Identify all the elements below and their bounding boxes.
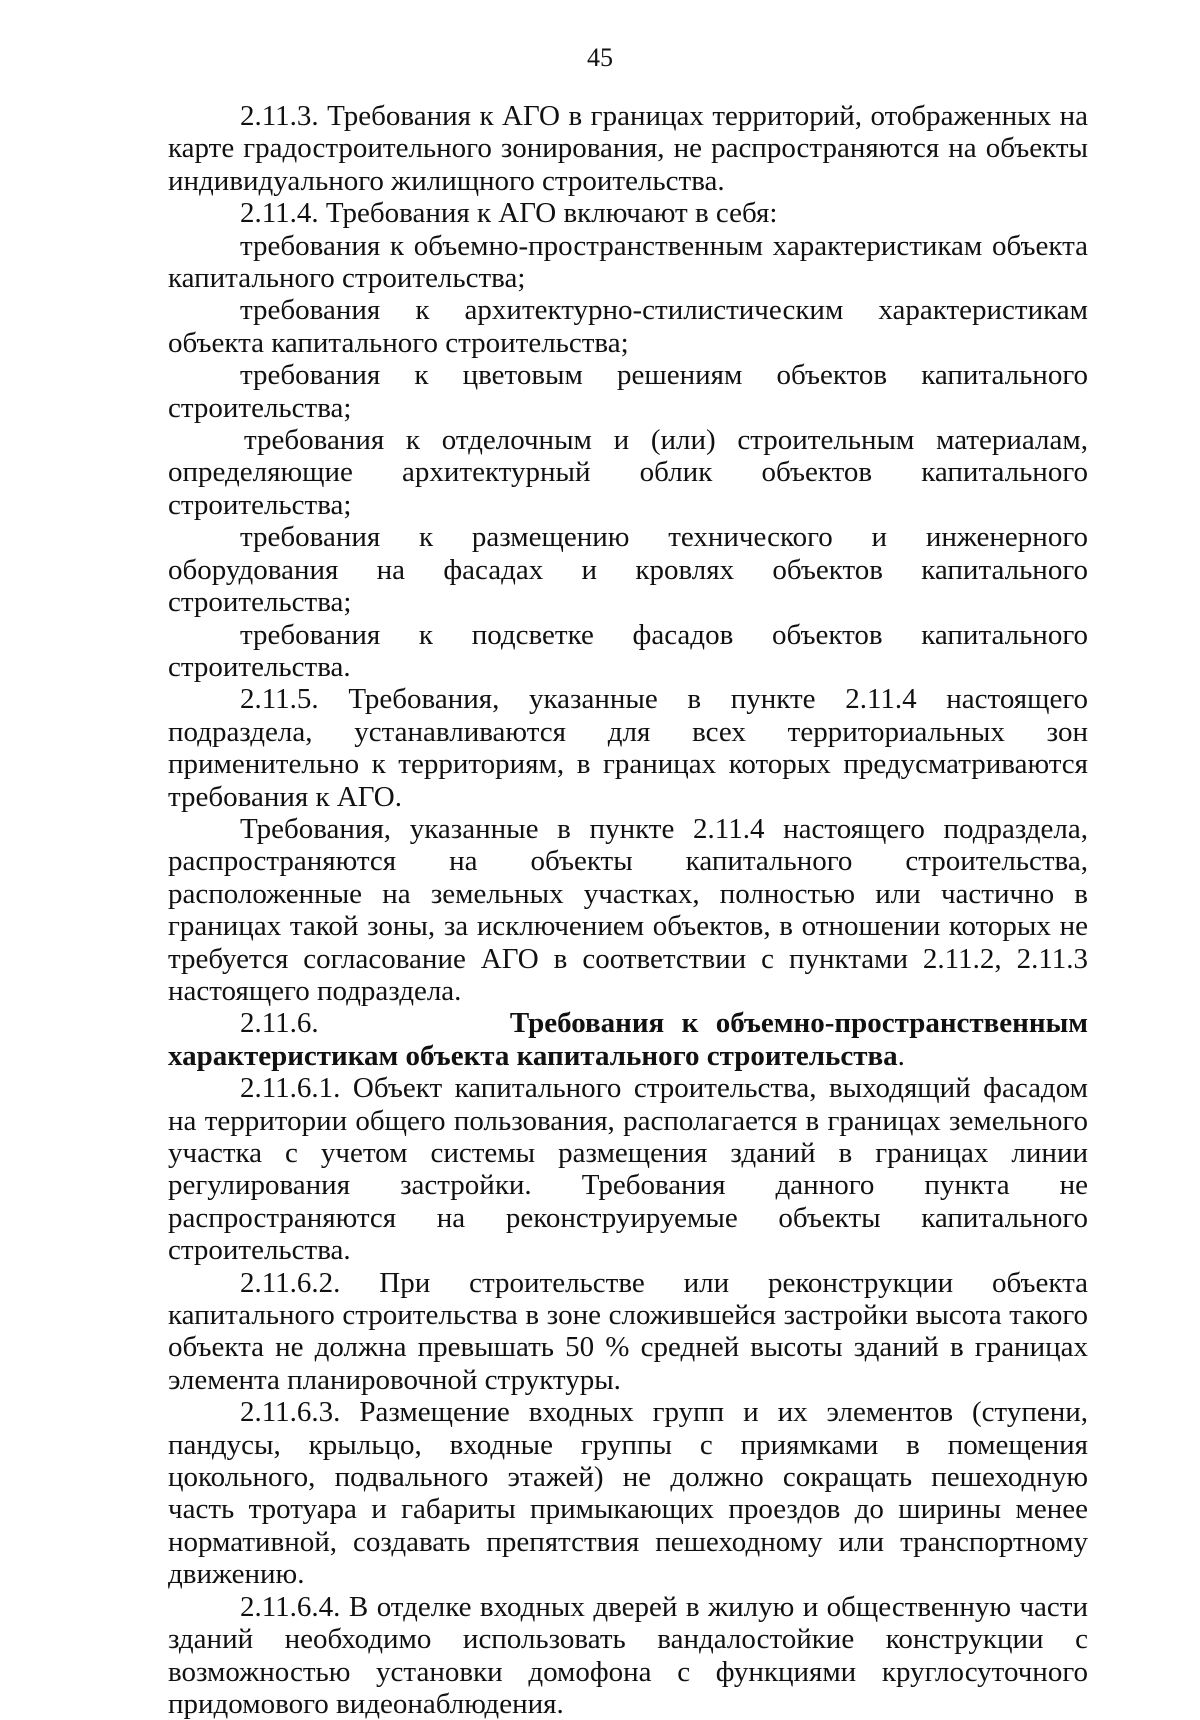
page-number: 45 [587,43,613,72]
heading-title: Требования к объемно-пространственным характеристикам объекта капитального строительства [168,1007,1088,1072]
heading-period: . [897,1039,905,1072]
heading-number: 2.11.6. [240,1007,319,1040]
paragraph-2-11-6-1: 2.11.6.1. Объект капитального строительства, выходящий фасадом на территории общего пользования, располагается в границах земельного участка с учетом системы размещения зданий в границах линии регулирования застройки. Требования данного пункта не распространяются на реконструируемые объекты капитального строительства. [168,1072,1088,1267]
paragraph-2-11-4: 2.11.4. Требования к АГО включают в себя: [240,197,778,230]
paragraph-2-11-6-4: 2.11.6.4. В отделке входных дверей в жилую и общественную части зданий необходимо использовать вандалостойкие конструкции с возможностью установки домофона с функциями круглосуточного придомового видеонаблюдения. [168,1590,1088,1720]
requirement-finishing-materials: требования к отделочным и (или) строительным материалам, определяющие архитектурный облик объектов капитального строительства; [168,424,1088,521]
paragraph-2-11-5: 2.11.5. Требования, указанные в пункте 2.11.4 настоящего подраздела, устанавливаются для всех территориальных зон применительно к территориям, в границах которых предусматриваются требования к АГО. [168,683,1088,813]
paragraph-2-11-6-3: 2.11.6.3. Размещение входных групп и их элементов (ступени, пандусы, крыльцо, входные группы с приямками в помещения цокольного, подвального этажей) не должно сокращать пешеходную часть тротуара и габариты примыкающих проездов до ширины менее нормативной, создавать препятствия пешеходному или транспортному движению. [168,1396,1088,1591]
document-body [168,100,1088,1720]
paragraph-2-11-5-scope: Требования, указанные в пункте 2.11.4 настоящего подраздела, распространяются на объекты капитального строительства, расположенные на земельных участках, полностью или частично в границах такой зоны, за исключением объектов, в отношении которых не требуется согласование АГО в соответствии с пунктами 2.11.2, 2.11.3 настоящего подраздела. [168,812,1088,1007]
heading-2-11-6 [168,1007,1088,1072]
requirement-volume-spatial: требования к объемно-пространственным характеристикам объекта капитального строительства; [168,229,1088,295]
paragraph-2-11-6-2: 2.11.6.2. При строительстве или реконструкции объекта капитального строительства в зоне сложившейся застройки высота такого объекта не должна превышать 50 % средней высоты зданий в границах элемента планировочной структуры. [168,1266,1088,1396]
requirement-facade-lighting: требования к подсветке фасадов объектов капитального строительства. [168,618,1088,683]
requirement-architectural-style: требования к архитектурно-стилистическим характеристикам объекта капитального строительства; [168,294,1088,359]
requirement-equipment-placement: требования к размещению технического и инженерного оборудования на фасадах и кровлях объектов капитального строительства; [168,521,1088,619]
paragraph-2-11-3: 2.11.3. Требования к АГО в границах территорий, отображенных на карте градостроительного зонирования, не распространяются на объекты индивидуального жилищного строительства. [168,100,1088,197]
requirement-color-solutions: требования к цветовым решениям объектов капитального строительства; [168,359,1088,424]
